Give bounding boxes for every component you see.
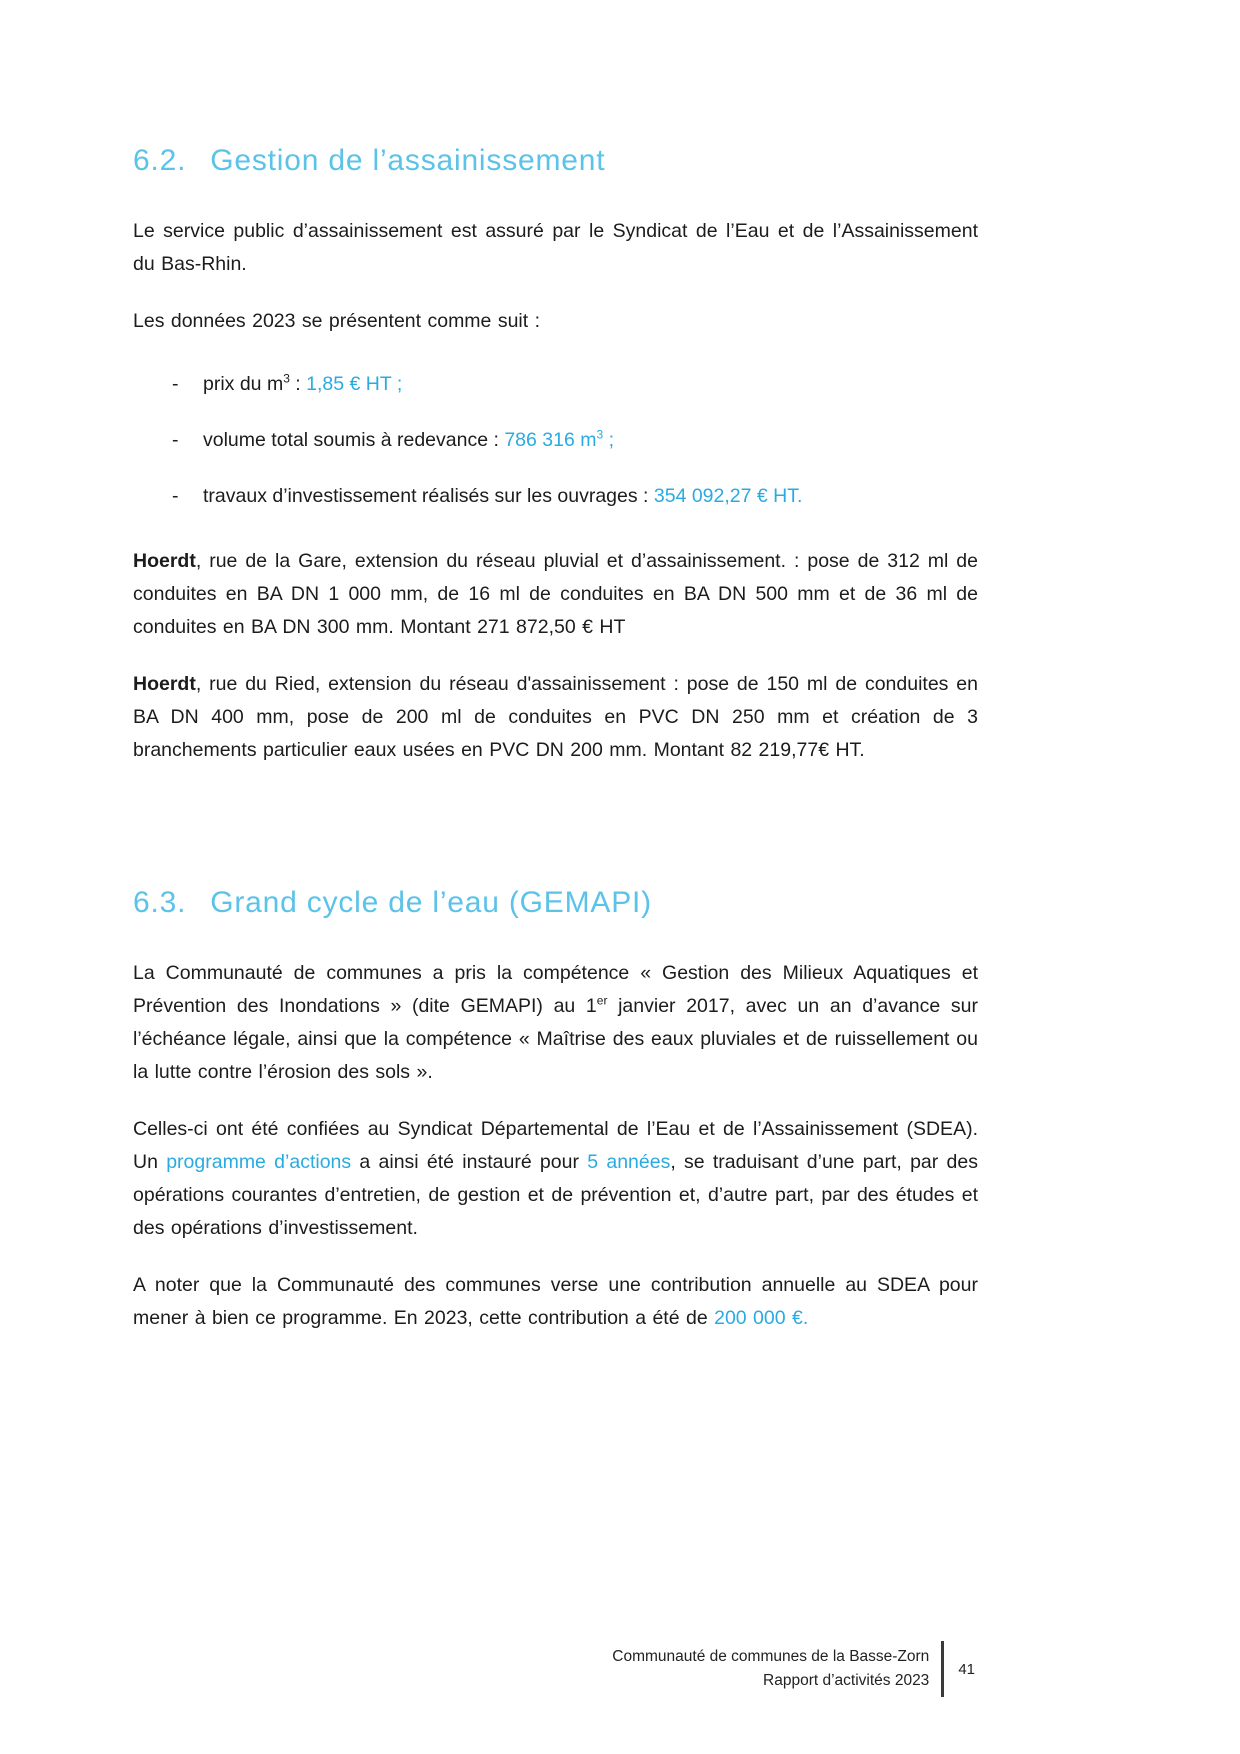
bullet-label: volume total soumis à redevance :	[203, 429, 505, 451]
paragraph-text: , rue du Ried, extension du réseau d'assainissement : pose de 150 ml de conduites en BA DN 400 mm, pose de 200 ml de conduites en PVC DN 250 mm et création de 3 branchements particulier eaux usées en PVC DN 200 mm. Montant 82 219,77€ HT.	[133, 673, 978, 761]
bullet-list-donnees-2023	[133, 368, 978, 513]
commune-name-bold: Hoerdt	[133, 550, 196, 572]
paragraph-hoerdt-gare	[133, 545, 978, 644]
paragraph-gemapi-competence	[133, 957, 978, 1089]
link-5-annees[interactable]: 5 années	[587, 1151, 671, 1173]
section-heading-6-2	[133, 143, 978, 179]
paragraph-text: janvier 2017, avec un an d’avance sur l’échéance légale, ainsi que la compétence « Maîtrise des eaux pluviales et de ruissellement ou la lutte contre l’érosion des sols ».	[133, 995, 978, 1083]
section-title: Grand cycle de l’eau (GEMAPI)	[210, 886, 652, 919]
highlight-value-volume: 786 316 m	[504, 429, 597, 451]
highlight-value-volume-end: ;	[603, 429, 615, 451]
bullet-dash: -	[172, 429, 179, 451]
bullet-label: travaux d’investissement réalisés sur les ouvrages :	[203, 485, 654, 507]
bullet-item-travaux	[133, 480, 978, 513]
page-content	[133, 143, 978, 1359]
paragraph-sdea-programme	[133, 1113, 978, 1245]
footer-report-title: Rapport d’activités 2023	[763, 1672, 930, 1689]
section-heading-6-3	[133, 885, 978, 921]
paragraph-text: Celles-ci ont été confiées au Syndicat Départemental de l’Eau et de l’Assainissement (SDEA). Un	[133, 1118, 978, 1173]
paragraph-text: , rue de la Gare, extension du réseau pluvial et d’assainissement. : pose de 312 ml de conduites en BA DN 1 000 mm, de 16 ml de conduites en BA DN 500 mm et de 36 ml de conduites en BA DN 300 mm. Montant 271 872,50 € HT	[133, 550, 978, 638]
paragraph-text: , se traduisant d’une part, par des opérations courantes d’entretien, de gestion et de prévention et, d’autre part, par des études et des opérations d’investissement.	[133, 1151, 978, 1239]
footer-text	[612, 1645, 929, 1693]
footer-org: Communauté de communes de la Basse-Zorn	[612, 1648, 930, 1665]
highlight-value-travaux: 354 092,27 € HT.	[653, 485, 803, 507]
link-programme-actions[interactable]: programme d’actions	[166, 1151, 352, 1173]
highlight-value-contribution: 200 000 €.	[714, 1307, 809, 1329]
paragraph-intro-assainissement	[133, 215, 978, 281]
bullet-item-volume	[133, 424, 978, 457]
paragraph-text: Les données 2023 se présentent comme suit :	[133, 310, 540, 332]
paragraph-hoerdt-ried	[133, 668, 978, 767]
paragraph-text: Le service public d’assainissement est assuré par le Syndicat de l’Eau et de l’Assainissement du Bas-Rhin.	[133, 220, 978, 275]
footer-divider	[941, 1641, 944, 1697]
page-footer	[612, 1641, 975, 1697]
superscript: 3	[283, 371, 290, 386]
paragraph-data-lead	[133, 305, 978, 338]
paragraph-contribution	[133, 1269, 978, 1335]
bullet-item-prix-m3	[133, 368, 978, 401]
page-number: 41	[958, 1660, 975, 1678]
bullet-label: prix du m	[203, 373, 284, 395]
bullet-dash: -	[172, 373, 179, 395]
bullet-dash: -	[172, 485, 179, 507]
section-number: 6.2.	[133, 144, 187, 177]
bullet-text	[203, 424, 614, 457]
bullet-text	[203, 480, 802, 513]
paragraph-text: La Communauté de communes a pris la compétence « Gestion des Milieux Aquatiques et Prévention des Inondations » (dite GEMAPI) au 1	[133, 962, 978, 1017]
bullet-text	[203, 368, 402, 401]
highlight-value-prix: 1,85 € HT ;	[306, 373, 403, 395]
section-number: 6.3.	[133, 886, 187, 919]
superscript: 3	[596, 427, 604, 442]
superscript: er	[596, 993, 608, 1008]
section-title: Gestion de l’assainissement	[210, 144, 606, 177]
bullet-separator: :	[289, 373, 307, 395]
paragraph-text: a ainsi été instauré pour	[351, 1151, 588, 1173]
paragraph-text: A noter que la Communauté des communes verse une contribution annuelle au SDEA pour mener à bien ce programme. En 2023, cette contribution a été de	[133, 1274, 978, 1329]
commune-name-bold: Hoerdt	[133, 673, 196, 695]
